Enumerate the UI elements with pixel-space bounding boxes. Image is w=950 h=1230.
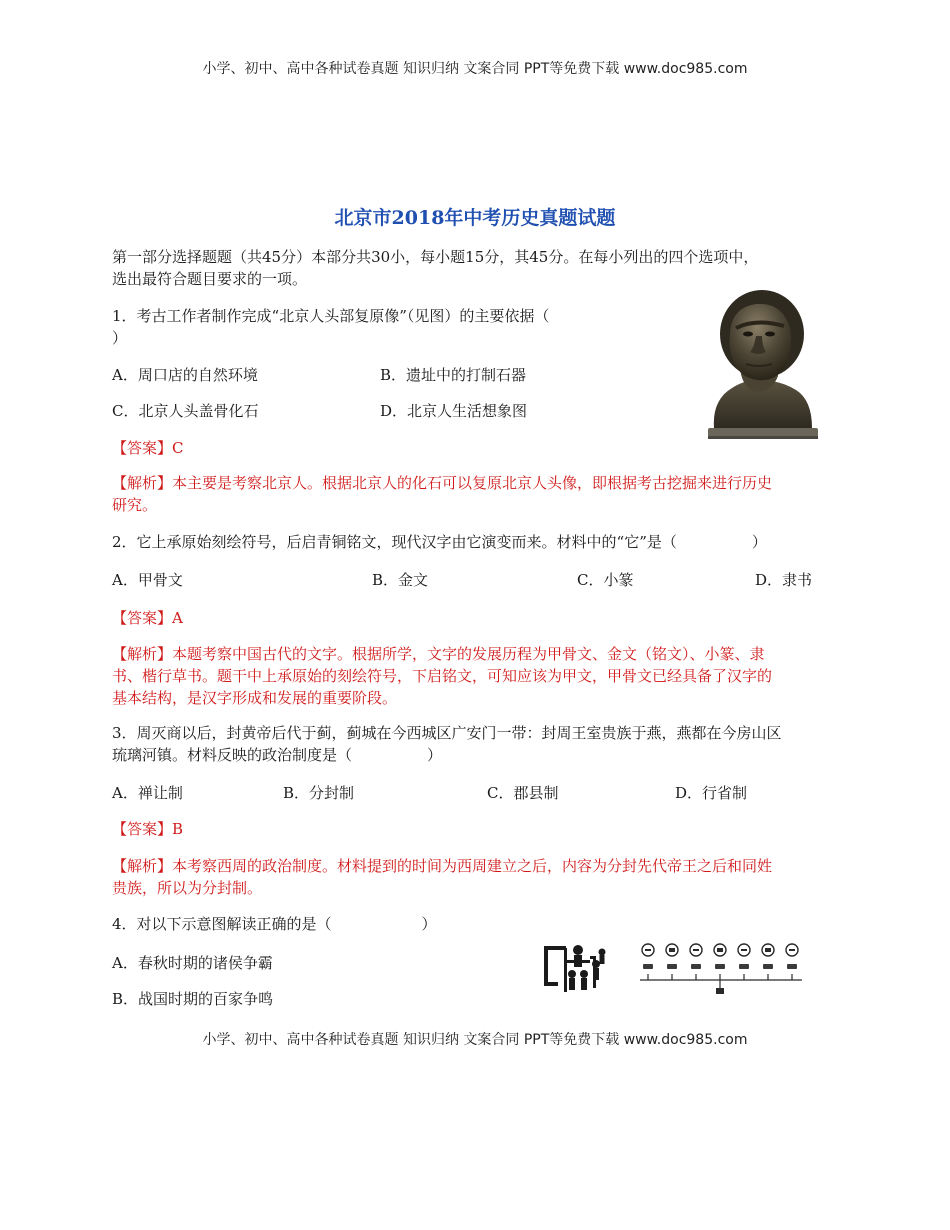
q2-analysis-2: 书、楷行草书。题干中上承原始的刻绘符号，下启铭文，可知应该为甲文，甲骨文已经具备了汉字的 [112,667,773,685]
q3-analysis-2: 贵族，所以为分封制。 [112,879,263,897]
q2-answer: 【答案】A [112,609,183,627]
q3-stem: 3．周灭商以后，封黄帝后代于蓟，蓟城在今西城区广安门一带：封周王室贵族于燕，燕都在今房山区 [112,724,782,742]
q2-option-a: A．甲骨文 [112,571,183,589]
peking-man-bust-image [700,288,822,440]
page-header: 小学、初中、高中各种试卷真题 知识归纳 文案合同 PPT等免费下载 www.doc985.com [202,61,748,77]
q1-analysis-1: 【解析】本主要是考察北京人。根据北京人的化石可以复原北京人头像，即根据考古挖掘来进行历史 [112,474,773,492]
schematic-diagram-image [540,940,810,1002]
q1-option-d: D．北京人生活想象图 [380,402,528,420]
q3-stem-cont: 琉璃河镇。材料反映的政治制度是（ ） [112,746,443,764]
q4-option-b: B．战国时期的百家争鸣 [112,990,274,1008]
q1-stem-cont: ） [112,329,128,347]
q1-option-c: C．北京人头盖骨化石 [112,402,259,420]
q3-option-c: C．郡县制 [487,784,559,802]
q2-option-b: B．金文 [372,571,429,589]
q2-option-c: C．小篆 [577,571,634,589]
q3-option-d: D．行省制 [675,784,748,802]
q4-stem: 4．对以下示意图解读正确的是（ ） [112,915,437,933]
q4-option-a: A．春秋时期的诸侯争霸 [112,954,273,972]
q1-option-a: A．周口店的自然环境 [112,366,258,384]
q2-option-d: D．隶书 [755,571,813,589]
intro-line-2: 选出最符合题目要求的一项。 [112,270,308,288]
intro-line-1: 第一部分选择题题（共45分）本部分共30小，每小题15分，其45分。在每小列出的四个选项中， [112,248,759,266]
q1-analysis-2: 研究。 [112,496,158,514]
q3-analysis-1: 【解析】本考察西周的政治制度。材料提到的时间为西周建立之后，内容为分封先代帝王之后和同姓 [112,857,773,875]
q2-stem: 2．它上承原始刻绘符号，后启青铜铭文，现代汉字由它演变而来。材料中的“它”是（ ） [112,533,767,551]
q1-answer: 【答案】C [112,439,184,457]
q2-analysis-3: 基本结构，是汉字形成和发展的重要阶段。 [112,689,398,707]
q1-option-b: B．遗址中的打制石器 [380,366,527,384]
q3-option-a: A．禅让制 [112,784,183,802]
page-title: 北京市2018年中考历史真题试题 [334,207,616,229]
q3-answer: 【答案】B [112,820,184,838]
q2-analysis-1: 【解析】本题考察中国古代的文字。根据所学，文字的发展历程为甲骨文、金文（铭文）、小篆、隶 [112,645,765,663]
q3-option-b: B．分封制 [283,784,355,802]
page-footer: 小学、初中、高中各种试卷真题 知识归纳 文案合同 PPT等免费下载 www.doc985.com [202,1032,748,1048]
q1-stem: 1．考古工作者制作完成“北京人头部复原像”（见图）的主要依据（ [112,307,550,325]
